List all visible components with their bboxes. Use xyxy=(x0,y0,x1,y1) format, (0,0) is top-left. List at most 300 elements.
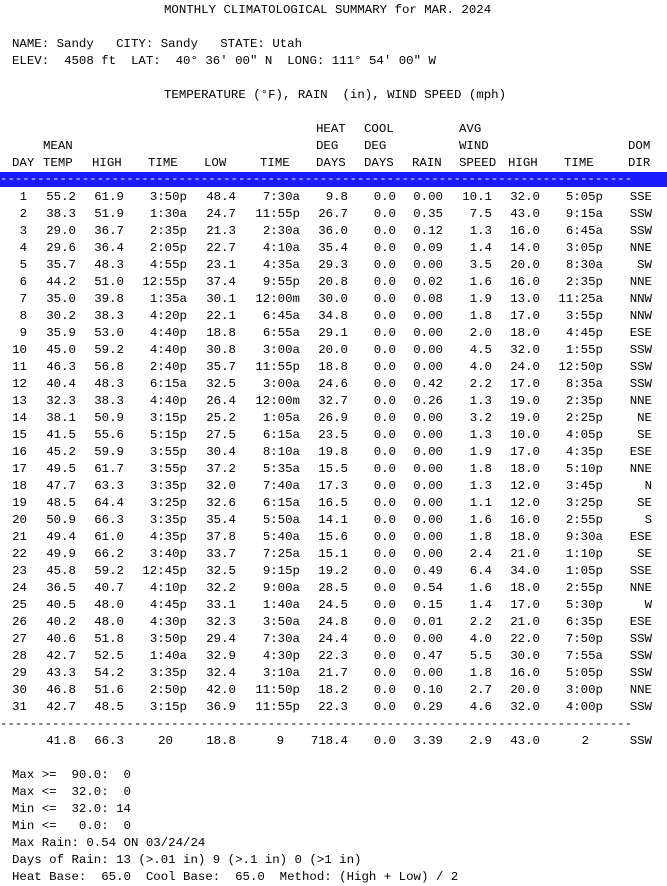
cell-dom-dir: N xyxy=(644,479,652,493)
cell-high-time: 3:35p xyxy=(149,666,187,680)
cell-high: 40.7 xyxy=(94,581,124,595)
cell-avg-wind-speed: 1.4 xyxy=(469,598,492,612)
cell-low-time: 4:30p xyxy=(262,649,300,663)
cell-dom-dir: SSE xyxy=(629,190,652,204)
cell-cool-deg-days: 0.0 xyxy=(373,496,396,510)
header-mean-temp: MEAN xyxy=(43,139,73,153)
cell-high-time: 2:40p xyxy=(149,360,187,374)
cell-mean-temp: 35.9 xyxy=(46,326,76,340)
table-row xyxy=(0,597,667,614)
cell-high: 64.4 xyxy=(94,496,124,510)
table-row xyxy=(0,223,667,240)
cell-cool-deg-days: 0.0 xyxy=(373,530,396,544)
cell-low-time: 3:10a xyxy=(262,666,300,680)
cell-avg-wind-speed: 5.5 xyxy=(469,649,492,663)
station-long: 111° 54' 00" W xyxy=(331,54,436,68)
cell-cool-deg-days: 0.0 xyxy=(373,649,396,663)
table-row xyxy=(0,648,667,665)
cell-high-time: 3:15p xyxy=(149,700,187,714)
totals-line xyxy=(0,733,667,750)
cell-wind-time: 3:25p xyxy=(565,496,603,510)
cell-dom-dir: NNW xyxy=(629,309,652,323)
cell-rain: 0.12 xyxy=(413,224,443,238)
cell-heat-deg-days: 15.1 xyxy=(318,547,348,561)
cell-day: 2 xyxy=(19,207,27,221)
cell-heat-deg-days: 29.1 xyxy=(318,326,348,340)
report-title: MONTHLY CLIMATOLOGICAL SUMMARY for MAR. 2024 xyxy=(164,3,492,17)
cell-day: 17 xyxy=(12,462,27,476)
cell-rain: 0.00 xyxy=(413,445,443,459)
header-mean-temp: TEMP xyxy=(43,156,73,170)
cell-rain: 0.35 xyxy=(413,207,443,221)
cell-day: 8 xyxy=(19,309,27,323)
cell-heat-deg-days: 24.6 xyxy=(318,377,348,391)
cell-low: 25.2 xyxy=(206,411,236,425)
header-low-time: TIME xyxy=(260,156,290,170)
header-avg-wind-speed: WIND xyxy=(459,139,489,153)
table-row xyxy=(0,529,667,546)
cell-heat-deg-days: 28.5 xyxy=(318,581,348,595)
total-wind-high: 43.0 xyxy=(510,734,540,748)
cell-high-time: 4:35p xyxy=(149,530,187,544)
cell-low: 22.1 xyxy=(206,309,236,323)
cell-heat-deg-days: 14.1 xyxy=(318,513,348,527)
cell-avg-wind-speed: 1.8 xyxy=(469,309,492,323)
cell-avg-wind-speed: 1.3 xyxy=(469,394,492,408)
table-row xyxy=(0,461,667,478)
cell-avg-wind-speed: 1.6 xyxy=(469,581,492,595)
cell-dom-dir: SSW xyxy=(629,343,652,357)
cell-low: 36.9 xyxy=(206,700,236,714)
cell-low-time: 6:15a xyxy=(262,496,300,510)
cell-avg-wind-speed: 1.8 xyxy=(469,462,492,476)
cell-avg-wind-speed: 7.5 xyxy=(469,207,492,221)
cell-dom-dir: SE xyxy=(637,428,652,442)
cell-wind-high: 32.0 xyxy=(510,190,540,204)
cell-rain: 0.00 xyxy=(413,190,443,204)
cell-wind-high: 20.0 xyxy=(510,258,540,272)
cell-high: 36.4 xyxy=(94,241,124,255)
cell-low: 42.0 xyxy=(206,683,236,697)
header-wind-high: HIGH xyxy=(508,156,538,170)
cell-wind-high: 18.0 xyxy=(510,581,540,595)
cell-high-time: 3:35p xyxy=(149,479,187,493)
cell-dom-dir: ESE xyxy=(629,615,652,629)
cell-low-time: 1:05a xyxy=(262,411,300,425)
cell-mean-temp: 46.8 xyxy=(46,683,76,697)
table-row xyxy=(0,206,667,223)
cell-day: 10 xyxy=(12,343,27,357)
units-subtitle: TEMPERATURE (°F), RAIN (in), WIND SPEED (mph) xyxy=(164,88,507,102)
cell-low: 27.5 xyxy=(206,428,236,442)
cell-rain: 0.00 xyxy=(413,666,443,680)
cell-low: 24.7 xyxy=(206,207,236,221)
cell-heat-deg-days: 26.9 xyxy=(318,411,348,425)
cell-low: 33.1 xyxy=(206,598,236,612)
cell-wind-high: 18.0 xyxy=(510,462,540,476)
cell-heat-deg-days: 19.8 xyxy=(318,445,348,459)
cell-low-time: 3:00a xyxy=(262,377,300,391)
cell-low: 30.1 xyxy=(206,292,236,306)
cell-low-time: 7:25a xyxy=(262,547,300,561)
station-name: Sandy xyxy=(56,37,94,51)
cell-wind-high: 30.0 xyxy=(510,649,540,663)
cell-heat-deg-days: 15.6 xyxy=(318,530,348,544)
header-dom-dir: DIR xyxy=(628,156,651,170)
cell-wind-time: 2:55p xyxy=(565,513,603,527)
cell-cool-deg-days: 0.0 xyxy=(373,547,396,561)
cell-high-time: 1:40a xyxy=(149,649,187,663)
cell-mean-temp: 49.5 xyxy=(46,462,76,476)
cell-avg-wind-speed: 4.5 xyxy=(469,343,492,357)
cell-heat-deg-days: 17.3 xyxy=(318,479,348,493)
station-state: Utah xyxy=(272,37,303,51)
cell-high-time: 1:35a xyxy=(149,292,187,306)
cell-high: 63.3 xyxy=(94,479,124,493)
cell-avg-wind-speed: 4.0 xyxy=(469,632,492,646)
station-line-2 xyxy=(12,53,436,70)
cell-high-time: 5:15p xyxy=(149,428,187,442)
name-label: NAME: xyxy=(12,37,50,51)
cell-wind-high: 17.0 xyxy=(510,309,540,323)
cell-avg-wind-speed: 2.0 xyxy=(469,326,492,340)
cell-wind-time: 5:10p xyxy=(565,462,603,476)
cell-rain: 0.42 xyxy=(413,377,443,391)
cell-high-time: 4:55p xyxy=(149,258,187,272)
cell-high: 51.0 xyxy=(94,275,124,289)
cell-heat-deg-days: 36.0 xyxy=(318,224,348,238)
header-rain: RAIN xyxy=(412,156,442,170)
cell-low-time: 11:55p xyxy=(255,360,300,374)
cell-day: 12 xyxy=(12,377,27,391)
cell-rain: 0.08 xyxy=(413,292,443,306)
cell-low-time: 6:45a xyxy=(262,309,300,323)
cell-rain: 0.00 xyxy=(413,513,443,527)
cell-cool-deg-days: 0.0 xyxy=(373,564,396,578)
cell-low-time: 3:00a xyxy=(262,343,300,357)
cell-high: 56.8 xyxy=(94,360,124,374)
cell-wind-high: 18.0 xyxy=(510,530,540,544)
cell-mean-temp: 49.9 xyxy=(46,547,76,561)
cell-wind-high: 19.0 xyxy=(510,411,540,425)
cell-mean-temp: 29.0 xyxy=(46,224,76,238)
cell-cool-deg-days: 0.0 xyxy=(373,428,396,442)
cell-dom-dir: SSW xyxy=(629,700,652,714)
cell-wind-time: 9:30a xyxy=(565,530,603,544)
cell-high: 38.3 xyxy=(94,394,124,408)
cell-mean-temp: 45.0 xyxy=(46,343,76,357)
total-mean-temp: 41.8 xyxy=(46,734,76,748)
total-heat-deg-days: 718.4 xyxy=(310,734,348,748)
total-wind-day: 2 xyxy=(581,734,589,748)
cell-day: 26 xyxy=(12,615,27,629)
cell-low-time: 7:40a xyxy=(262,479,300,493)
cell-wind-time: 3:00p xyxy=(565,683,603,697)
cell-avg-wind-speed: 1.6 xyxy=(469,513,492,527)
cell-rain: 0.00 xyxy=(413,258,443,272)
header-high-time: TIME xyxy=(148,156,178,170)
cell-high: 59.9 xyxy=(94,445,124,459)
cell-cool-deg-days: 0.0 xyxy=(373,632,396,646)
cell-wind-time: 9:15a xyxy=(565,207,603,221)
cell-wind-high: 24.0 xyxy=(510,360,540,374)
cell-dom-dir: NNE xyxy=(629,683,652,697)
cell-day: 5 xyxy=(19,258,27,272)
cell-heat-deg-days: 26.7 xyxy=(318,207,348,221)
cell-cool-deg-days: 0.0 xyxy=(373,343,396,357)
cell-high: 48.3 xyxy=(94,377,124,391)
cell-day: 14 xyxy=(12,411,27,425)
totals-separator: ------------------------------------------------------------------------------------- xyxy=(0,717,633,731)
header-heat-deg-days: DAYS xyxy=(316,156,346,170)
lat-label: LAT: xyxy=(131,54,161,68)
cell-wind-high: 12.0 xyxy=(510,479,540,493)
cell-high-time: 3:25p xyxy=(149,496,187,510)
cell-cool-deg-days: 0.0 xyxy=(373,326,396,340)
cell-wind-time: 5:30p xyxy=(565,598,603,612)
cell-high: 48.0 xyxy=(94,615,124,629)
cell-mean-temp: 42.7 xyxy=(46,649,76,663)
cell-mean-temp: 35.0 xyxy=(46,292,76,306)
cell-cool-deg-days: 0.0 xyxy=(373,224,396,238)
cell-low-time: 6:55a xyxy=(262,326,300,340)
cell-dom-dir: SW xyxy=(637,258,652,272)
cell-wind-time: 2:55p xyxy=(565,581,603,595)
cell-wind-high: 21.0 xyxy=(510,615,540,629)
cell-day: 11 xyxy=(12,360,27,374)
cell-high-time: 12:55p xyxy=(142,275,187,289)
cell-high: 51.9 xyxy=(94,207,124,221)
cell-day: 6 xyxy=(19,275,27,289)
cell-heat-deg-days: 23.5 xyxy=(318,428,348,442)
cell-heat-deg-days: 16.5 xyxy=(318,496,348,510)
cell-day: 7 xyxy=(19,292,27,306)
cell-mean-temp: 47.7 xyxy=(46,479,76,493)
cell-dom-dir: ESE xyxy=(629,445,652,459)
cell-avg-wind-speed: 1.3 xyxy=(469,479,492,493)
cell-wind-high: 22.0 xyxy=(510,632,540,646)
cell-high-time: 4:40p xyxy=(149,394,187,408)
cell-day: 30 xyxy=(12,683,27,697)
cell-mean-temp: 38.3 xyxy=(46,207,76,221)
cell-heat-deg-days: 19.2 xyxy=(318,564,348,578)
cell-day: 13 xyxy=(12,394,27,408)
cell-avg-wind-speed: 2.2 xyxy=(469,615,492,629)
cell-rain: 0.00 xyxy=(413,496,443,510)
cell-day: 9 xyxy=(19,326,27,340)
cell-cool-deg-days: 0.0 xyxy=(373,462,396,476)
cell-wind-high: 16.0 xyxy=(510,666,540,680)
table-row xyxy=(0,614,667,631)
cell-dom-dir: NNE xyxy=(629,581,652,595)
cell-low: 32.5 xyxy=(206,564,236,578)
cell-avg-wind-speed: 2.4 xyxy=(469,547,492,561)
cell-heat-deg-days: 24.4 xyxy=(318,632,348,646)
cell-low-time: 5:50a xyxy=(262,513,300,527)
cell-high: 61.0 xyxy=(94,530,124,544)
cell-high-time: 12:45p xyxy=(142,564,187,578)
summary-line: Max >= 90.0: 0 xyxy=(12,768,131,782)
cell-high-time: 3:50p xyxy=(149,632,187,646)
table-row xyxy=(0,631,667,648)
cell-wind-time: 12:50p xyxy=(558,360,603,374)
total-low: 18.8 xyxy=(206,734,236,748)
cell-high: 51.8 xyxy=(94,632,124,646)
cell-cool-deg-days: 0.0 xyxy=(373,292,396,306)
total-rain: 3.39 xyxy=(413,734,443,748)
cell-cool-deg-days: 0.0 xyxy=(373,615,396,629)
cell-avg-wind-speed: 1.3 xyxy=(469,224,492,238)
cell-high: 52.5 xyxy=(94,649,124,663)
cell-rain: 0.02 xyxy=(413,275,443,289)
cell-wind-high: 17.0 xyxy=(510,445,540,459)
cell-high: 39.8 xyxy=(94,292,124,306)
cell-high: 61.9 xyxy=(94,190,124,204)
cell-wind-high: 14.0 xyxy=(510,241,540,255)
cell-wind-high: 17.0 xyxy=(510,598,540,612)
cell-mean-temp: 38.1 xyxy=(46,411,76,425)
cell-wind-time: 11:25a xyxy=(558,292,603,306)
cell-high-time: 4:20p xyxy=(149,309,187,323)
cell-cool-deg-days: 0.0 xyxy=(373,581,396,595)
cell-cool-deg-days: 0.0 xyxy=(373,666,396,680)
cell-low-time: 6:15a xyxy=(262,428,300,442)
cell-mean-temp: 40.2 xyxy=(46,615,76,629)
cell-heat-deg-days: 22.3 xyxy=(318,649,348,663)
table-row xyxy=(0,274,667,291)
cell-dom-dir: ESE xyxy=(629,530,652,544)
cell-low-time: 4:35a xyxy=(262,258,300,272)
header-cool-deg-days: DEG xyxy=(364,139,387,153)
cell-rain: 0.00 xyxy=(413,326,443,340)
table-row xyxy=(0,665,667,682)
cell-low-time: 8:10a xyxy=(262,445,300,459)
cell-wind-time: 5:05p xyxy=(565,190,603,204)
cell-mean-temp: 42.7 xyxy=(46,700,76,714)
cell-low: 32.2 xyxy=(206,581,236,595)
cell-wind-time: 4:00p xyxy=(565,700,603,714)
cell-heat-deg-days: 21.7 xyxy=(318,666,348,680)
cell-low: 32.6 xyxy=(206,496,236,510)
cell-low: 32.9 xyxy=(206,649,236,663)
cell-rain: 0.01 xyxy=(413,615,443,629)
cell-avg-wind-speed: 1.4 xyxy=(469,241,492,255)
cell-avg-wind-speed: 1.3 xyxy=(469,428,492,442)
cell-heat-deg-days: 24.5 xyxy=(318,598,348,612)
cell-dom-dir: NNW xyxy=(629,292,652,306)
cell-heat-deg-days: 20.8 xyxy=(318,275,348,289)
cell-low: 32.3 xyxy=(206,615,236,629)
cell-avg-wind-speed: 1.8 xyxy=(469,530,492,544)
cell-low: 37.8 xyxy=(206,530,236,544)
table-row xyxy=(0,342,667,359)
cell-day: 21 xyxy=(12,530,27,544)
cell-heat-deg-days: 29.3 xyxy=(318,258,348,272)
cell-day: 29 xyxy=(12,666,27,680)
cell-cool-deg-days: 0.0 xyxy=(373,445,396,459)
cell-avg-wind-speed: 1.1 xyxy=(469,496,492,510)
station-lat: 40° 36' 00" N xyxy=(175,54,273,68)
station-city: Sandy xyxy=(160,37,198,51)
header-line1 xyxy=(0,121,667,138)
cell-avg-wind-speed: 1.9 xyxy=(469,292,492,306)
cell-low: 30.4 xyxy=(206,445,236,459)
cell-cool-deg-days: 0.0 xyxy=(373,513,396,527)
cell-high: 61.7 xyxy=(94,462,124,476)
cell-avg-wind-speed: 3.2 xyxy=(469,411,492,425)
total-low-day: 9 xyxy=(276,734,284,748)
table-row xyxy=(0,580,667,597)
cell-low: 37.2 xyxy=(206,462,236,476)
cell-cool-deg-days: 0.0 xyxy=(373,190,396,204)
long-label: LONG: xyxy=(287,54,325,68)
cell-day: 24 xyxy=(12,581,27,595)
cell-wind-high: 12.0 xyxy=(510,496,540,510)
cell-rain: 0.00 xyxy=(413,479,443,493)
summary-line: Heat Base: 65.0 Cool Base: 65.0 Method: (High + Low) / 2 xyxy=(12,870,459,884)
cell-wind-high: 16.0 xyxy=(510,513,540,527)
cell-high: 48.5 xyxy=(94,700,124,714)
total-high-day: 20 xyxy=(158,734,173,748)
cell-rain: 0.00 xyxy=(413,462,443,476)
cell-wind-high: 43.0 xyxy=(510,207,540,221)
cell-wind-time: 1:05p xyxy=(565,564,603,578)
cell-low-time: 11:50p xyxy=(255,683,300,697)
cell-high-time: 4:10p xyxy=(149,581,187,595)
cell-high-time: 3:55p xyxy=(149,462,187,476)
cell-low-time: 9:55p xyxy=(262,275,300,289)
cell-low: 48.4 xyxy=(206,190,236,204)
cell-wind-high: 16.0 xyxy=(510,275,540,289)
cell-cool-deg-days: 0.0 xyxy=(373,309,396,323)
cell-low-time: 12:00m xyxy=(255,292,300,306)
cell-mean-temp: 55.2 xyxy=(46,190,76,204)
header-dom-dir: DOM xyxy=(628,139,651,153)
cell-high: 48.3 xyxy=(94,258,124,272)
cell-low-time: 11:55p xyxy=(255,207,300,221)
header-separator-bar xyxy=(0,172,667,187)
cell-rain: 0.15 xyxy=(413,598,443,612)
cell-dom-dir: NE xyxy=(637,411,652,425)
cell-high-time: 3:40p xyxy=(149,547,187,561)
cell-day: 15 xyxy=(12,428,27,442)
table-row xyxy=(0,495,667,512)
cell-rain: 0.49 xyxy=(413,564,443,578)
cell-cool-deg-days: 0.0 xyxy=(373,411,396,425)
cell-high: 36.7 xyxy=(94,224,124,238)
cell-rain: 0.00 xyxy=(413,411,443,425)
cell-high: 50.9 xyxy=(94,411,124,425)
cell-day: 31 xyxy=(12,700,27,714)
state-label: STATE: xyxy=(220,37,265,51)
cell-heat-deg-days: 22.3 xyxy=(318,700,348,714)
cell-mean-temp: 45.8 xyxy=(46,564,76,578)
cell-high-time: 3:55p xyxy=(149,445,187,459)
cell-avg-wind-speed: 10.1 xyxy=(462,190,492,204)
cell-wind-time: 1:55p xyxy=(565,343,603,357)
cell-wind-time: 7:50p xyxy=(565,632,603,646)
cell-low-time: 9:15p xyxy=(262,564,300,578)
cell-wind-time: 2:35p xyxy=(565,394,603,408)
total-high: 66.3 xyxy=(94,734,124,748)
cell-high: 38.3 xyxy=(94,309,124,323)
cell-low: 37.4 xyxy=(206,275,236,289)
cell-wind-time: 6:35p xyxy=(565,615,603,629)
cell-mean-temp: 36.5 xyxy=(46,581,76,595)
table-row xyxy=(0,376,667,393)
cell-low-time: 5:35a xyxy=(262,462,300,476)
cell-mean-temp: 50.9 xyxy=(46,513,76,527)
